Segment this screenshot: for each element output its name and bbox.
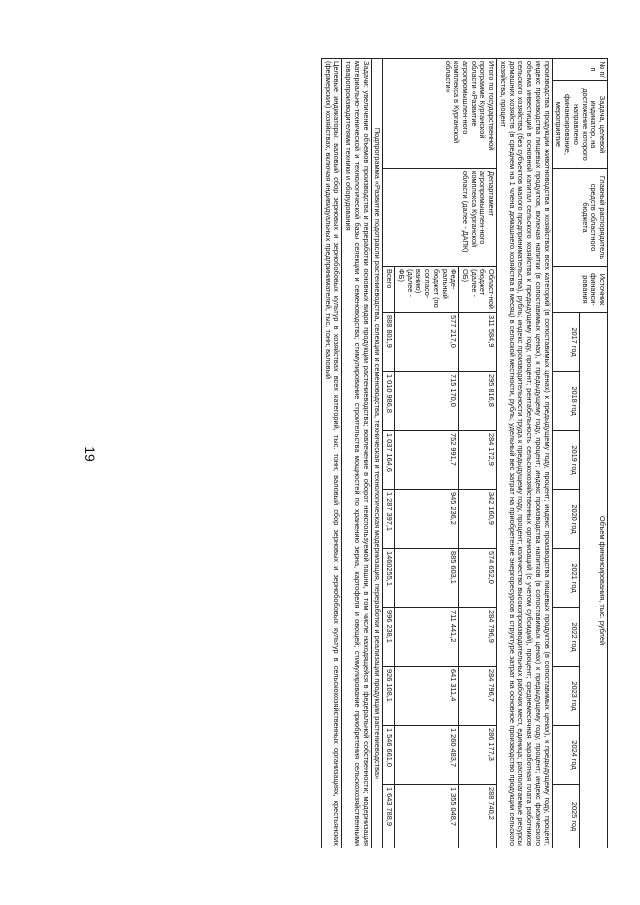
value-cell: 641 311,4	[395, 667, 459, 726]
year-header: 2017 год	[552, 313, 580, 372]
value-cell: 286 177,3	[459, 726, 497, 785]
value-cell: 284 172,9	[459, 431, 497, 490]
value-cell: 311 584,9	[459, 313, 497, 372]
value-cell: 1 355 048,7	[395, 785, 459, 849]
value-cell: 888 801,9	[383, 313, 395, 372]
year-header: 2022 год	[552, 608, 580, 667]
value-cell: 1 643 788,9	[383, 785, 395, 849]
year-header: 2018 год	[552, 372, 580, 431]
year-header: 2025 год	[552, 785, 580, 849]
targets-text: Целевые индикаторы: валовый сбор зерновых и зернобобовых культур в хозяйствах всех категорий, тыс. тонн; валовый сбор зерновых и зернобобовых культур в сельскохозяйственных организациях, крестьянских (фермерских) хозяйствах, включая индивидуальных предпринимателей, тыс. тонн; валовый	[321, 59, 341, 849]
indicators-row	[497, 59, 552, 849]
year-header: 2021 год	[552, 549, 580, 608]
value-cell: 577 217,0	[395, 313, 459, 372]
total-manager: Департамент агропромышлен-ного комплекса Курганской области (далее - ДАПК)	[383, 169, 497, 267]
subprogram-row	[371, 59, 383, 849]
header-task: Задача, целевой индикатор, на достижение которого направлено финансирование, мероприятие	[552, 81, 607, 169]
rotated-table-sheet	[114, 58, 608, 848]
subprogram-title: Подпрограмма «Развитие подотрасли растениеводства, селекции и семеноводства, техническая и технологическая модернизация, переработки и реализации продукции растениеводства»	[371, 59, 383, 849]
tasks-row	[342, 59, 371, 849]
value-cell: 711 441,2	[395, 608, 459, 667]
value-cell: 295 816,8	[459, 372, 497, 431]
value-cell: 926 108,1	[383, 667, 395, 726]
value-cell: 342 160,9	[459, 490, 497, 549]
total-label: Итого по государственной программе Курганской области «Развитие агропромышлен-ного комплекса в Курганской области»	[383, 59, 497, 169]
header-source: Источник финанси-рования	[552, 267, 607, 313]
value-cell: 945 236,2	[395, 490, 459, 549]
value-cell: 715 170,0	[395, 372, 459, 431]
value-cell: 885 603,1	[395, 549, 459, 608]
value-cell: 1 010 986,8	[383, 372, 395, 431]
year-header: 2024 год	[552, 726, 580, 785]
value-cell: 1 037 164,6	[383, 431, 395, 490]
header-volume: Объем финансирования, тыс. рублей	[580, 313, 608, 849]
tasks-text: Задачи: увеличение объемов производства и переработки основных видов продукции растениеводства; вовлечение в оборот неиспользуемой пашни, в том числе находящейся в федеральной собственности; модернизация материально-технической и технологической базы селекции и семеноводства; стимулирование строительства мощностей по хранению зерна, картофеля и овощей; стимулирование приобретения сельскохозяйственными товаропроизводителями техники и оборудования	[342, 59, 371, 849]
table-row	[459, 59, 497, 849]
year-header: 2020 год	[552, 490, 580, 549]
value-cell: 288 740,2	[459, 785, 497, 849]
indicators-text: производства продукции животноводства в хозяйствах всех категорий (в сопоставимых ценах) к предыдущему году, процент; индекс производства пищевых продуктов (в сопоставимых ценах), к предыдущему году, процент; индекс производства пищевых продуктов, включая напитки (в сопоставимых ценах), к предыдущему году, процент; индекс производства напитков (в сопоставимых ценах) к предыдущему году, процент; индекс физического объема инвестиций в основной капитал сельского хозяйства к предыдущему году, процент; рентабельность сельскохозяйственных организаций (с учетом субсидий), процент; среднемесячная заработная плата работников сельского хозяйства (без субъектов малого предпринимательства), рубль; индекс производительности труда к предыдущему году, процент; количество высокопроизводительных рабочих мест, единица; располагаемые ресурсы домашних хозяйств (в среднем на 1 члена домашнего хозяйства в месяц) в сельской местности, рубль; удельный вес затрат на приобретение энергоресурсов в структуре затрат на основное производство продукции сельского хозяйства, процент	[497, 59, 552, 849]
value-cell: 752 991,7	[395, 431, 459, 490]
page-number: 19	[81, 446, 98, 462]
value-cell: 1 260 483,7	[395, 726, 459, 785]
year-header: 2019 год	[552, 431, 580, 490]
value-cell: 284 796,7	[459, 667, 497, 726]
header-num: № п/п	[552, 59, 607, 81]
value-cell: 1 287 397,1	[383, 490, 395, 549]
source-name: Област-ной бюджет (далее - ОБ)	[459, 267, 497, 313]
value-cell: 1460255,1	[383, 549, 395, 608]
value-cell: 284 796,9	[459, 608, 497, 667]
financing-table	[321, 58, 608, 848]
targets-row	[321, 59, 341, 849]
value-cell: 574 652,0	[459, 549, 497, 608]
source-name: Всего	[383, 267, 395, 313]
header-row	[580, 59, 608, 849]
table-rotation-wrapper	[114, 58, 608, 848]
value-cell: 996 238,1	[383, 608, 395, 667]
header-manager: Главный распорядитель средств областного бюджета	[552, 169, 607, 267]
year-header: 2023 год	[552, 667, 580, 726]
source-name: Феде-ральный бюджет (по согласо-ванию) (далее - ФБ)	[395, 267, 459, 313]
value-cell: 1 546 661,0	[383, 726, 395, 785]
